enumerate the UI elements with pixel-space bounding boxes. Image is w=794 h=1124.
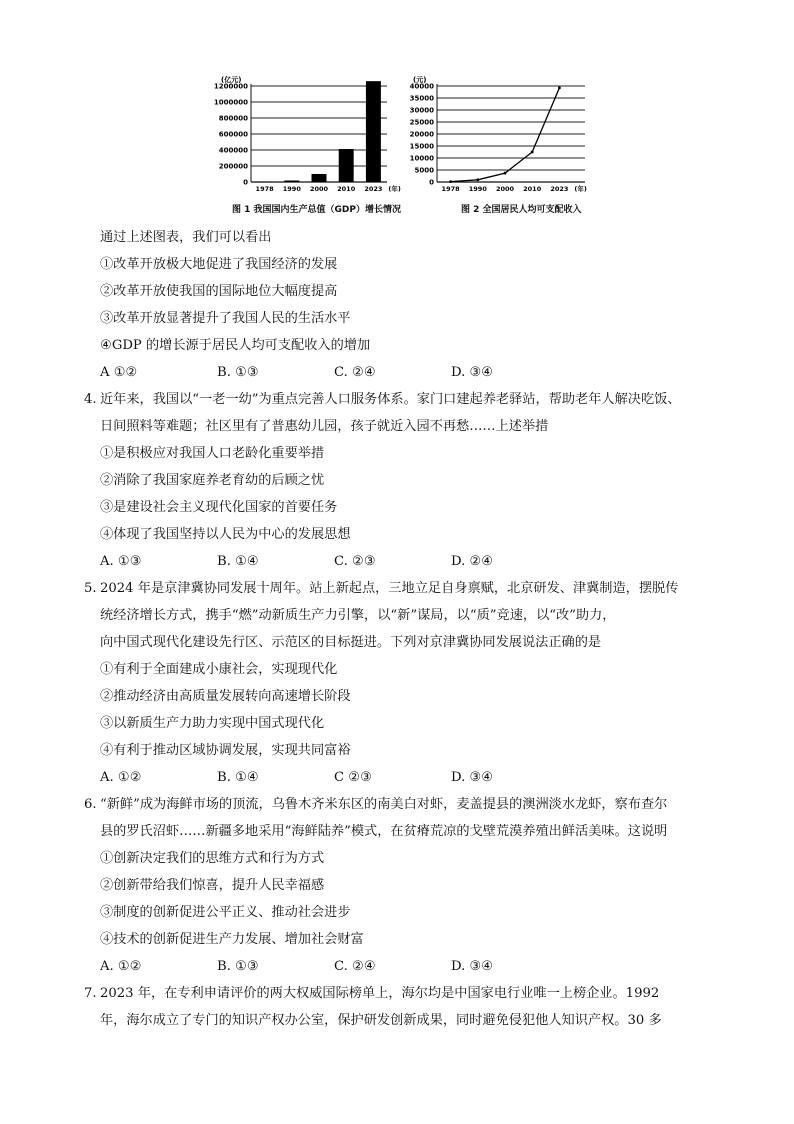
y-unit-label: (亿元)	[221, 76, 242, 84]
y-tick-label-1: 200000	[218, 162, 248, 171]
x-tick-label-2: 2000	[495, 185, 515, 193]
x-tick-label-2: 2000	[309, 185, 329, 193]
q6-line-1	[84, 791, 724, 818]
q5-option-c: C ②③	[334, 770, 372, 785]
q4-option-d: D. ②④	[451, 554, 494, 569]
q6-item-1: ①创新决定我们的思维方式和行为方式	[100, 851, 325, 866]
q6-text-2: 县的罗氏沼虾……新疆多地采用“海鲜陆养”模式，在贫瘠荒凉的戈壁荒漠养殖出鲜活美味。这说明	[100, 824, 668, 839]
x-tick-label-3: 2010	[523, 185, 542, 193]
y-tick-label-4: 800000	[218, 114, 248, 123]
x-tick-label-4: 2023	[364, 185, 383, 193]
point-2010	[531, 151, 534, 154]
gdp-chart-caption: 图 1 我国国内生产总值（GDP）增长情况	[232, 205, 401, 215]
q3-item-2: ②改革开放使我国的国际地位大幅度提高	[100, 284, 338, 299]
y-tick-label-1: 5000	[414, 166, 434, 175]
q4-item-3: ③是建设社会主义现代化国家的首要任务	[100, 500, 338, 515]
y-tick-label-2: 400000	[218, 146, 248, 155]
x-tick-label-3: 2010	[337, 185, 356, 193]
y-tick-label-3: 600000	[218, 130, 248, 139]
q3-item-4: ④GDP 的增长源于居民人均可支配收入的增加	[100, 338, 371, 353]
bar-2000	[312, 174, 327, 182]
income-line-chart	[405, 70, 595, 195]
q4-option-b: B. ①④	[217, 554, 259, 569]
q5-text-2: 统经济增长方式，携手“燃”动新质生产力引擎，以“新”谋局，以“质”竞速，以“改”助力，	[100, 608, 616, 623]
q5-item-4: ④有利于推动区域协调发展，实现共同富裕	[100, 743, 351, 758]
bar-2023	[366, 81, 381, 182]
gdp-chart	[205, 70, 405, 195]
q6-option-a: A. ①②	[100, 959, 142, 974]
q3-option-c: C. ②④	[334, 365, 376, 380]
y-tick-label-2: 10000	[409, 154, 434, 163]
q6-option-d: D. ③④	[451, 959, 494, 974]
y-tick-label-7: 35000	[409, 94, 434, 103]
y-tick-label-8: 40000	[409, 82, 434, 91]
q5-text-1: 2024 年是京津冀协同发展十周年。站上新起点，三地立足自身禀赋，北京研发、津冀制造，摆脱传	[100, 581, 679, 596]
q4-options	[84, 548, 724, 575]
q6-number: 6.	[84, 797, 97, 812]
x-unit-label: (年)	[574, 185, 587, 193]
charts-area	[205, 70, 625, 220]
q4-item-1: ①是积极应对我国人口老龄化重要举措	[100, 446, 325, 461]
q3-option-b: B. ①③	[217, 365, 259, 380]
q5-option-d: D. ③④	[451, 770, 494, 785]
q3-option-d: D. ③④	[451, 365, 494, 380]
q5-item-1: ①有利于全面建成小康社会，实现现代化	[100, 662, 338, 677]
q7-line-1	[84, 980, 724, 1007]
q5-number: 5.	[84, 581, 97, 596]
q6-item-3: ③制度的创新促进公平正义、推动社会进步	[100, 905, 351, 920]
q4-option-c: C. ②③	[334, 554, 376, 569]
bar-1978	[257, 182, 272, 183]
x-tick-label-1: 1990	[468, 185, 487, 193]
q6-options	[84, 953, 724, 980]
y-tick-label-6: 1200000	[213, 82, 248, 91]
q6-option-c: C. ②④	[334, 959, 376, 974]
q4-number: 4.	[84, 392, 97, 407]
y-tick-label-3: 15000	[409, 142, 434, 151]
bar-1990	[284, 180, 299, 182]
y-tick-label-0: 0	[429, 178, 434, 187]
q6-option-b: B. ①③	[217, 959, 259, 974]
q4-text-2: 日间照料等难题；社区里有了普惠幼儿园，孩子就近入园不再愁……上述举措	[100, 419, 549, 434]
q5-item-2: ②推动经济由高质量发展转向高速增长阶段	[100, 689, 351, 704]
q5-option-b: B. ①④	[217, 770, 259, 785]
q7-number: 7.	[84, 986, 97, 1001]
q4-item-2: ②消除了我国家庭养老育幼的后顾之忧	[100, 473, 325, 488]
q4-line-1	[84, 386, 724, 413]
income-line	[451, 88, 560, 182]
q6-text-1: “新鲜”成为海鲜市场的顶流，乌鲁木齐米东区的南美白对虾，麦盖提县的澳洲淡水龙虾，察布查尔	[100, 797, 668, 812]
y-tick-label-6: 30000	[409, 106, 434, 115]
question-content	[84, 224, 724, 1034]
q5-option-a: A. ①②	[100, 770, 142, 785]
q5-text-3: 向中国式现代化建设先行区、示范区的目标挺进。下列对京津冀协同发展说法正确的是	[100, 635, 602, 650]
q7-text-2: 年，海尔成立了专门的知识产权办公室，保护研发创新成果，同时避免侵犯他人知识产权。30 多	[100, 1013, 662, 1028]
bar-2010	[339, 149, 354, 182]
q4-option-a: A. ①③	[100, 554, 142, 569]
x-tick-label-4: 2023	[550, 185, 569, 193]
y-tick-label-4: 20000	[409, 130, 434, 139]
q6-item-4: ④技术的创新促进生产力发展、增加社会财富	[100, 932, 364, 947]
q3-options	[84, 359, 724, 386]
point-2000	[504, 172, 507, 175]
q7-text-1: 2023 年，在专利申请评价的两大权威国际榜单上，海尔均是中国家电行业唯一上榜企业。1992	[100, 986, 660, 1001]
q6-item-2: ②创新带给我们惊喜，提升人民幸福感	[100, 878, 325, 893]
gdp-bar-chart	[205, 70, 405, 195]
q5-item-3: ③以新质生产力助力实现中国式现代化	[100, 716, 325, 731]
x-tick-label-0: 1978	[441, 185, 460, 193]
q3-item-3: ③改革开放显著提升了我国人民的生活水平	[100, 311, 351, 326]
q3-item-1: ①改革开放极大地促进了我国经济的发展	[100, 257, 338, 272]
y-tick-label-5: 25000	[409, 118, 434, 127]
q4-item-4: ④体现了我国坚持以人民为中心的发展思想	[100, 527, 351, 542]
income-chart-caption: 图 2 全国居民人均可支配收入	[461, 205, 582, 215]
point-2023	[558, 86, 561, 89]
x-tick-label-0: 1978	[255, 185, 274, 193]
y-tick-label-5: 1000000	[213, 98, 248, 107]
point-1990	[476, 178, 479, 181]
x-tick-label-1: 1990	[282, 185, 301, 193]
intro-text: 通过上述图表，我们可以看出	[100, 230, 272, 245]
q5-options	[84, 764, 724, 791]
q3-option-a: A ①②	[100, 365, 138, 380]
q5-line-1	[84, 575, 724, 602]
y-unit-label: (元)	[413, 76, 427, 84]
q4-text-1: 近年来，我国以“一老一幼”为重点完善人口服务体系。家门口建起养老驿站，帮助老年人解决吃饭、	[100, 392, 681, 407]
y-tick-label-0: 0	[243, 178, 248, 187]
point-1978	[449, 180, 452, 183]
income-chart	[405, 70, 595, 195]
x-unit-label: (年)	[388, 185, 401, 193]
